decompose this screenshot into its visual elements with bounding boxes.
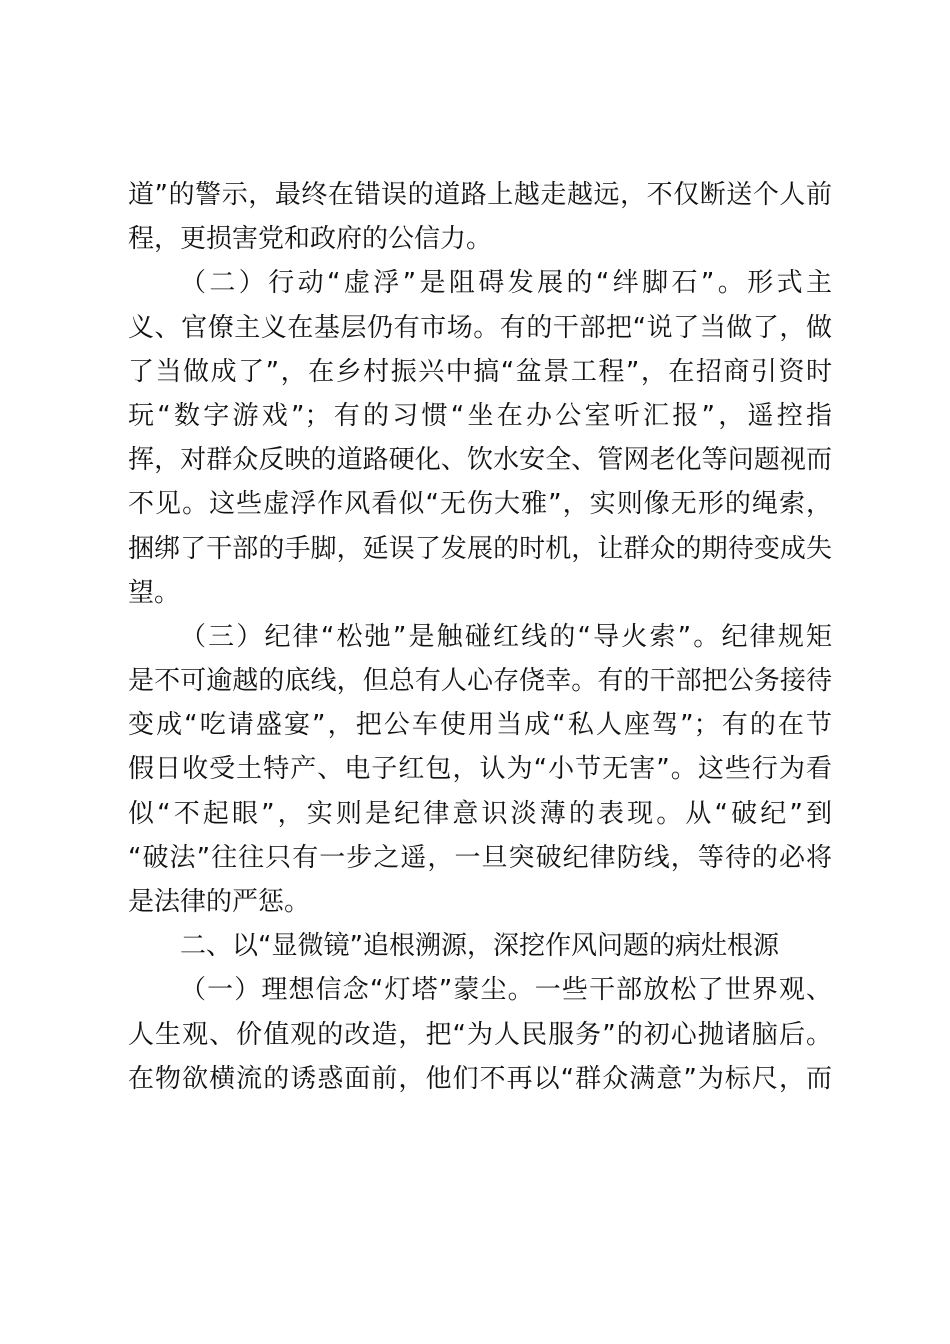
text-line: （三）纪律“松弛”是触碰红线的“导火索”。纪律规矩 xyxy=(180,621,832,652)
text-line: 不见。这些虚浮作风看似“无伤大雅”，实则像无形的绳索， xyxy=(128,489,832,520)
text-line: 假日收受土特产、电子红包，认为“小节无害”。这些行为看 xyxy=(128,754,832,785)
text-line: 在物欲横流的诱惑面前，他们不再以“群众满意”为标尺，而 xyxy=(128,1063,832,1094)
text-line: （二）行动“虚浮”是阻碍发展的“绊脚石”。形式主 xyxy=(180,268,832,299)
text-line: 变成“吃请盛宴”，把公车使用当成“私人座驾”；有的在节 xyxy=(128,710,832,741)
text-line: 了当做成了”，在乡村振兴中搞“盆景工程”，在招商引资时 xyxy=(128,356,832,387)
text-line: 道”的警示，最终在错误的道路上越走越远，不仅断送个人前 xyxy=(128,180,832,210)
document-body xyxy=(128,173,832,1101)
text-line: “破法”往往只有一步之遥，一旦突破纪律防线，等待的必将 xyxy=(128,842,832,873)
text-line: 似“不起眼”，实则是纪律意识淡薄的表现。从“破纪”到 xyxy=(128,798,832,829)
text-line: 挥，对群众反映的道路硬化、饮水安全、管网老化等问题视而 xyxy=(128,445,832,476)
text-line: 二、以“显微镜”追根溯源，深挖作风问题的病灶根源 xyxy=(180,931,779,962)
text-line: （一）理想信念“灯塔”蒙尘。一些干部放松了世界观、 xyxy=(180,975,832,1006)
text-line: 是法律的严惩。 xyxy=(128,887,311,917)
text-line: 捆绑了干部的手脚，延误了发展的时机，让群众的期待变成失 xyxy=(128,533,832,564)
text-line: 义、官僚主义在基层仍有市场。有的干部把“说了当做了，做 xyxy=(128,312,832,343)
text-line: 程，更损害党和政府的公信力。 xyxy=(128,224,493,255)
text-line: 人生观、价值观的改造，把“为人民服务”的初心抛诸脑后。 xyxy=(128,1019,832,1050)
text-line: 是不可逾越的底线，但总有人心存侥幸。有的干部把公务接待 xyxy=(128,666,832,697)
text-line: 玩“数字游戏”；有的习惯“坐在办公室听汇报”，遥控指 xyxy=(128,400,832,431)
text-line: 望。 xyxy=(128,577,181,608)
